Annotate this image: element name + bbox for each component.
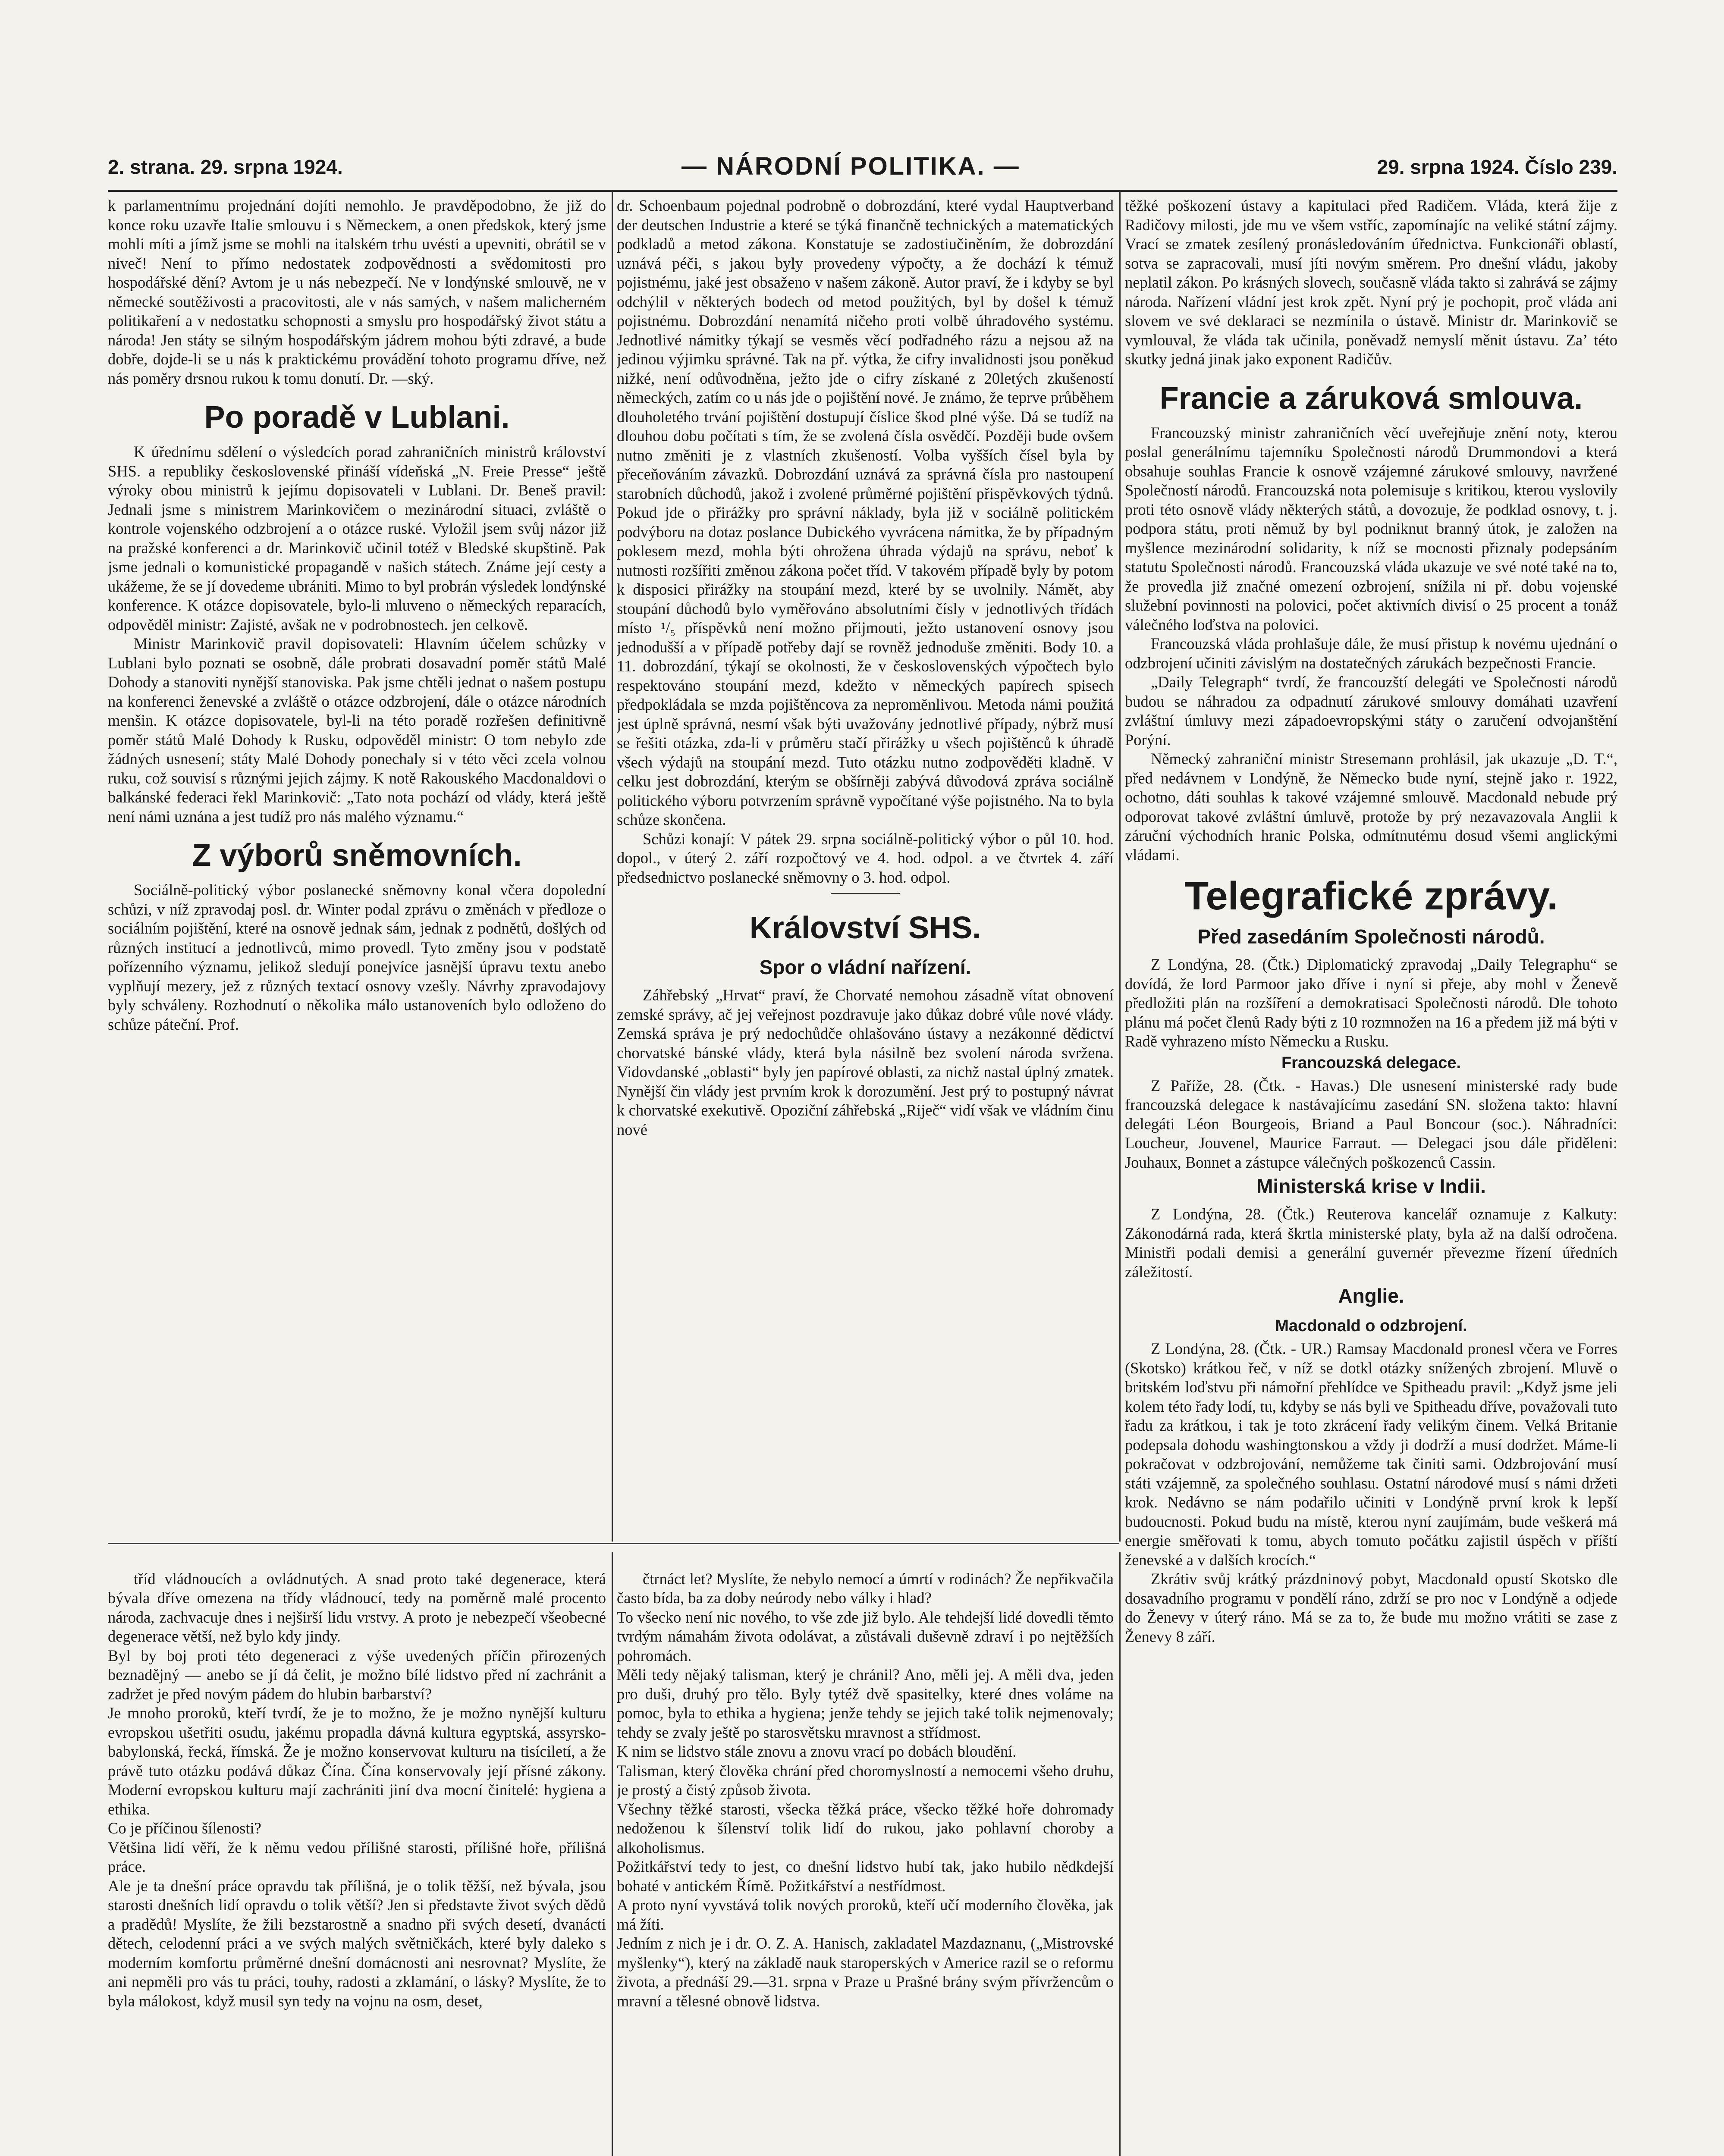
article-subheadline: Spor o vládní nařízení. [759, 956, 971, 978]
article-paragraph: Schůzi konají: V pátek 29. srpna sociálně-politický výbor o půl 10. hod. dopol., v úterý 2. září rozpočtový ve 4. hod. odpol. a ve čtvrtek 4. září předsednictvo poslanecké sněmovny o 3. hod. odpol. [617, 830, 1114, 886]
feuilleton-text: čtrnáct let? Myslíte, že nebylo nemocí a úmrtí v rodinách? Že nepřikvačila často bída, ba za doby neúrody nebo války i hlad? To všecko není nic nového, to vše zde již bylo. Ale tehdejší lidé dovedli těmto tvrdým námahám života odolávat, a zůstávali duševně zdraví i po nejtěžších pohromách. Měli tedy nějaký talisman, který je chránil? Ano, měli jej. A měli dva, jeden pro duši, druhý pro tělo. Byly tytéž dvě spasitelky, které dnes voláme na pomoc, byla to ethika a hygiena; jenže tehdy se jejich také tolik nejmenovaly; tehdy se zvaly ještě po starosvětsku mravnost a střídmost. K nim se lidstvo stále znovu a znovu vrací po dobách bloudění. Talisman, který člověka chrání před choromyslností a nemocemi všeho druhu, je prostý a čistý způsob života. Všechny těžké starosti, všecka těžká práce, všecko těžké hoře dohromady nedoženou k šílenství tolik lidí do rukou, jako pohlavní choroby a alkoholismus. Požitkářství tedy to jest, co dnešní lidstvo hubí tak, jako hubilo nědkdejší bohaté v antickém Římě. Požitkářství a nestřídmost. A proto nyní vyvstává tolik nových proroků, kteří učí moderního člověka, jak má žíti. Jedním z nich je i dr. O. Z. A. Hanisch, zakladatel Mazdaznanu, („Mistrovské myšlenky“), který na základě nauk staroperských v Americe razil se o reformu života, a přednáší 29.—31. srpna v Praze u Prašné brány svým přívržencům o mravní a tělesné obnově lidstva. [617, 1570, 1114, 2010]
article-headline: Po poradě v Lublani. [204, 400, 510, 435]
article-paragraph: „Daily Telegraph“ tvrdí, že francouzští delegáti ve Společnosti národů budou se náhradou za odpadnutí zárukové smlouvy domáhati uzavření zvláštní úmluvy mezi západoevropskými státy o zaručení odvojanštění Porýní. [1125, 673, 1617, 749]
article-continuation: těžké poškození ústavy a kapitulaci před Radičem. Vláda, která žije z Radičovy milosti, jde mu ve všem vstříc, zapomínajíc na veliké státní zájmy. Vrací se zmatek zesílený pronásledováním úřednictva. Funkcionáři oblastí, sotva se zapracovali, musí jíti novým směrem. Pro dnešní vládu, jakoby neplatil zákon. Po krásných slovech, současně vláda takto si zahrává se zájmy národa. Nařízení vládní jest krok zpět. Nyní prý je pochopit, proč vláda ani slovem ve své deklaraci se nezmínila o ústavě. Ministr dr. Marinkovič se vymlouval, že vláda tak učinila, poněvadž nemyslí měnit ústavu. Za’ této skutky jedná jinak jako exponent Radičův. [1125, 197, 1617, 368]
article-paragraph: Z Londýna, 28. (Čtk.) Diplomatický zpravodaj „Daily Telegraphu“ se dovídá, že lord Parmoor jako dříve i nyní si přeje, aby mohl v Ženevě předložiti plán na rozšíření a demokratisaci Společnosti národů. Dle tohoto plánu má počet členů Rady býti z 10 rozmnožen na 16 a předem již má býti v Radě vyhrazeno místo Německu a Rusku. [1125, 956, 1617, 1050]
article-paragraph: Sociálně-politický výbor poslanecké sněmovny konal včera dopolední schůzi, v níž zpravodaj posl. dr. Winter podal zprávu o změnách v předloze o sociálním pojištění, které na osnově jednak sám, jednak z podnětů, došlých od různých institucí a jednotlivců, mimo provedl. Tyto změny jsou v podstatě pořízenního významu, jelikož sledují ponejvíce jasnější úpravu textu anebo vyplňují mezery, jež z různých textací osnovy vzešly. Návrhy zpravodajovy byly schváleny. Rozhodnutí o několika málo ustanoveních bylo odloženo do schůze páteční. Prof. [108, 881, 606, 1033]
article-headline: Francie a záruková smlouva. [1159, 381, 1583, 416]
separator [831, 893, 900, 894]
article-subheadline: Francouzská delegace. [1281, 1053, 1461, 1072]
article-paragraph: Záhřebský „Hrvat“ praví, že Chorvaté nemohou zásadně vítat obnovení zemské správy, ač jej veřejnost pozdravuje jako důkaz dobré vůle nové vlády. Zemská správa je prý nedochůdče ohlašováno ústavy a nezákonné dědictví chorvatské bánské vlády, která byla násilně bez svolení národa svržena. Vidovdanské „oblasti“ byly jen papírové oblasti, za nichž nastal úplný zmatek. Nynější čin vlády jest prvním krok k dorozumění. Jest prý to postupný návrat k chorvatské exekutivě. Opoziční záhřebská „Riječ“ vidí však ve vládním činu nové [617, 986, 1114, 1138]
article-paragraph: Zkrátiv svůj krátký prázdninový pobyt, Macdonald opustí Skotsko dle dosavadního programu v pondělí ráno, zdrží se pro noc v Londýně a odjede do Ženevy v úterý ráno. Má se za to, že bude mu možno vrátiti se zase z Ženevy 8 září. [1125, 1570, 1617, 1645]
column-rule [1119, 1552, 1121, 2156]
feuilleton-column-2 [617, 1550, 1114, 2156]
header-issue-number: 29. srpna 1924. Číslo 239. [1377, 156, 1617, 178]
article-paragraph: Z Paříže, 28. (Čtk. - Havas.) Dle usnesení ministerské rady bude francouzská delegace k nastávajícímu zasedání SN. složena takto: hlavní delegáti Léon Bourgeois, Briand a Paul Boncour (soc.). Náhradníci: Loucheur, Jouvenel, Maurice Farraut. — Delegaci jsou dále přiděleni: Jouhaux, Bonnet a zástupce válečných poškozenců Cassin. [1125, 1076, 1617, 1171]
article-paragraph: Francouzská vláda prohlašuje dále, že musí přistup k novému ujednání o odzbrojení učiniti závislým na dostatečných zárukách bezpečnosti Francie. [1125, 635, 1617, 672]
article-headline: Z výborů sněmovních. [192, 838, 522, 873]
article-continuation: dr. Schoenbaum pojednal podrobně o dobrozdání, které vydal Hauptverband der deutschen Industrie a které se týká finančně technických a matematických podkladů a metod zákona. Konstatuje se zadostiučiněním, že dobrozdání uznává péči, s jakou byly provedeny výpočty, a že dochází k témuž pojistnému, jaké jest obsaženo v našem zákoně. Autor praví, že i kdyby se byl odchýlil v některých bodech od metod použitých, byl by došel k témuž pojistnému. Dobrozdání nenamítá ničeho proti volbě úhradového systému. Jednotlivé námitky týkají se vesměs věcí podřadného rázu a nejsou až na jedinou výjimku správné. Tak na př. výtka, že cifry invalidnosti jsou poněkud nižké, není odůvodněna, ježto jde o cifry získané z 20letých zkušeností německých, zatím co u nás jde o pojištění nové. Je známo, že teprve průběhem dlouholetého trvání pojištění dostupují číslice škod plné výše. Dá se tudíž na dlouhou dobu počítati s tím, že se zvolená čísla osvědčí. Později bude ovšem nutno změniti je z vlastních zkušeností. Volba vyšších čísel byla by přeceňováním závazků. Dobrozdání uznává za správná čísla pro nastoupení starobních důchodů, jakož i zvolené průměrné pojištění přispěvkových týdnů. Pokud jde o přirážky pro správní náklady, byla již v sociálně politickém podvýboru na dotaz poslance Dubického vyvrácena námitka, že by případným poklesem mezd, mohla býti ohrožena úhrada výdajů na správu, neboť k nutnosti rozšířiti změnou zákona počet tříd. V takovém případě byly by potom k disposici přirážky na stoupání mezd, které by se uvolnily. Námět, aby stoupání důchodů bylo vyměřováno absolutními čísly v jednotlivých třídách místo ¹/₅ příspěvků není možno přijmouti, ježto ustanovení osnovy jsou jednodušší a v případě potřeby dají se rovněž jednoduše změniti. Body 10. a 11. dobrozdání, týkají se okolnosti, že v československých výpočtech bylo respektováno stoupání mezd, kdežto v německých papírech spisech předpokládala se mzda pojištěncova za nepromĕnlivou. Metoda námi použitá jest úplně správná, nesmí však býti uvažovány jednotlivé případy, nýbrž musí se řešiti otázka, zda-li v průměru stačí přirážky u všech pojištěnců k úhradě všech výdajů na stoupání mezd. Tuto otázku nutno zodpověděti kladně. V celku jest dobrozdání, kterým se obšírněji zabývá důvodová zpráva sociálně politického výboru potvrzením správně vypočítané výše pojistného. Na to byla schůze skončena. [617, 197, 1114, 828]
article-headline: Ministerská krise v Indii. [1256, 1175, 1486, 1197]
feuilleton-text: tříd vládnoucích a ovládnutých. A snad proto také degenerace, která bývala dříve omezena na třídy vládnoucí, tedy na poměrně malé procento národa, zachvacuje dnes i nejširší lidu vrstvy. A proto je nebezpečí všeobecné degenerace větší, než bylo kdy jindy. Byl by boj proti této degeneraci z výše uvedených příčin přirozených beznadějný — anebo se jí dá čelit, je možno bílé lidstvo před ní zachránit a zadržet je před novým pádem do hlubin barbarství? Je mnoho proroků, kteří tvrdí, že je to možno, že je možno nynější kulturu evropskou ušetřiti osudu, jakému propadla dávná kultura egyptská, assyrsko-babylonská, řecká, římská. Že je možno konservovat kulturu na tisíciletí, a že právě tuto otázku podává důkaz Čína. Čína konservovaly její přísné zákony. Moderní evropskou kulturu mají zachrániti jiní dva mocní činitelé: hygiena a ethika. Co je příčinou šílenosti? Většina lidí věří, že k němu vedou přílišné starosti, přílišné hoře, přílišná práce. Ale je ta dnešní práce opravdu tak přílišná, je o tolik těžší, než bývala, jsou starosti dnešních lidí opravdu o tolik větší? Jen si představte život svých dědů a pradědů! Myslíte, že žili bezstarostně a snadno při svých desetí, dvanácti dětech, celodenní práci a ve svých malých světničkách, které byly daleko s moderním komfortu průměrné dnešní domácnosti ani nesrovnat? Myslíte, že ani nepměli pro vás tu práci, touhy, radosti a zklamání, o lásky? Myslíte, že to byla málokost, když musil syn tedy na vojnu na osm, deset, [108, 1570, 606, 2010]
column-rule [612, 192, 613, 1542]
article-paragraph: Ministr Marinkovič pravil dopisovateli: Hlavním účelem schůzky v Lublani bylo poznati se osobně, dále probrati dosavadní poměr států Malé Dohody a stanoviti nynější stanoviska. Pak jsme chtěli jednat o našem postupu na konferenci ženevské a zvláště o otázce odzbrojení, dále o otázce národních menšin. K otázce dopisovatele, byl-li na této poradě rozřešen definitivně poměr států Malé Dohody k Rusku, odpověděl ministr: O tom nebylo zde žádných usnesení; státy Malé Dohody ponechaly si v této věci zcela volnou ruku, což souvisí s různými jejich zájmy. K notě Rakouského Macdonaldovi o balkánské federaci řekl Marinkovič: „Tato nota pochází od vlády, která ještě není námi uznána a jest tudíž pro nás malého významu.“ [108, 635, 606, 825]
section-headline: Telegrafické zprávy. [1184, 874, 1558, 918]
column-2 [617, 196, 1114, 1541]
column-rule [1119, 192, 1121, 1542]
page-header [108, 152, 1617, 185]
article-continuation: k parlamentnímu projednání dojíti nemohlo. Je pravděpodobno, že již do konce roku uzavře Italie smlouvu i s Německem, a onen předskok, který jsme mohli míti a jímž jsme se mohli na italském trhu uvésti a upevniti, obrátil se v niveč! Není to přímo nedostatek zodpovědnosti a svědomitosti pro hospodářské dění? Avtom je u nás nebezpečí. Ne v londýnské smlouvě, ne v německé soutěživosti a pracovitosti, ale v nás samých, v našem malicherném politikaření a v nedostatku schopnosti a smyslu pro hospodářský život státu a národa! Jen státy se silným hospodářským jádrem mohou býti zdravé, a bude dobře, dojde-li se u nás k praktickému provádění tohoto programu dříve, než nás poměry drsnou rukou k tomu donutí. Dr. —ský. [108, 197, 606, 387]
column-rule [612, 1552, 613, 2156]
article-subheadline: Před zasedáním Společnosti národů. [1197, 925, 1545, 948]
article-paragraph: Německý zahraniční ministr Stresemann prohlásil, jak ukazuje „D. T.“, před nedávnem v Londýně, že Německo bude nyní, stejně jako r. 1922, ochotno, dáti souhlas k takové vzájemné smlouvě. Macdonald nebude prý odporovat takové zvláštní úmluvě, protože by prý nezavazovala Anglii k záruční východních hranic Polska, odmítnutému dosud všemi anglickými vládami. [1125, 750, 1617, 864]
header-date-left: 2. strana. 29. srpna 1924. [108, 156, 343, 178]
article-paragraph: Z Londýna, 28. (Čtk.) Reuterova kancelář oznamuje z Kalkuty: Zákonodárná rada, která škrtla ministerské platy, byla až na další odročena. Ministři podali demisi a generální guvernér převezme řízení úředních záležitostí. [1125, 1205, 1617, 1281]
article-subheadline: Macdonald o odzbrojení. [1275, 1317, 1467, 1335]
column-3 [1125, 196, 1617, 2156]
masthead-title: — NÁRODNÍ POLITIKA. — [681, 152, 1020, 180]
column-1 [108, 196, 606, 1541]
article-paragraph: K úřednímu sdělení o výsledcích porad zahraničních ministrů království SHS. a republiky československé přináší vídeňská „N. Freie Presse“ ještě výroky obou ministrů k jejímu dopisovateli v Lublani. Dr. Beneš pravil: Jednali jsme s ministrem Marinkovičem o mezinárodní situaci, zvláště o kontrole vojenského odzbrojení a o otázce ruské. Vyložil jsem svůj názor již na pražské konferenci a dr. Marinkovič učinil totéž v Bledské skupštině. Pak jsme jednali o komunistické propagandě v našich státech. Známe její cesty a ukážeme, že se jí dovedeme ubrániti. Mimo to byl probrán výsledek londýnské konference. K otázce dopisovatele, bylo-li mluveno o německých reparacích, odpověděl ministr: Zajisté, avšak ne v podrobnostech. jen celkově. [108, 443, 606, 633]
section-rule [108, 1543, 1119, 1544]
header-rule [108, 190, 1617, 192]
article-paragraph: Z Londýna, 28. (Čtk. - UR.) Ramsay Macdonald pronesl včera ve Forres (Skotsko) krátkou řeč, v níž se dotkl otázky snížených zbrojení. Mluvě o britském loďstvu při námořní přehlídce ve Spitheadu pravil: „Když jsme jeli kolem této řady lodí, tu, kdyby se nás byli ve Spitheadu dříve, považovali tuto řadu za krátkou, i tak je toto zkrácení řady velikým činem. Velká Britanie podepsala dohodu washingtonskou a vždy ji dodrží a musí dodržet. Máme-li pokračovat v odzbrojování, nemůžeme tak činiti sami. Odzbrojování musí státi vzájemně, za společného souhlasu. Ostatní národové musí s námi držeti krok. Nedávno se nám podařilo učiniti v Londýně první krok k lepší budoucnosti. Pokud budu na místě, kterou nyní zaujímám, bude veškerá má energie směřovati k tomu, abych tomuto počátku zajistil úspěch v příští ženevské a v dalších krocích.“ [1125, 1340, 1617, 1569]
feuilleton-column-1 [108, 1550, 606, 2156]
article-headline: Království SHS. [749, 911, 981, 945]
article-paragraph: Francouzský ministr zahraničních věcí uveřejňuje znění noty, kterou poslal generálnímu tajemníku Společnosti národů Drummondovi a která obsahuje souhlas Francie k osnově vzájemné zárukové smlouvy, navržené Společností národů. Francouzská nota polemisuje s kritikou, kterou vyslovily proti této osnově vlády některých států, a dovozuje, že podklad osnovy, t. j. podpora státu, proti němuž by byl podniknut branný útok, je založen na myšlence mezinárodní solidarity, k níž se mocnosti přiznaly podepsáním statutu Společnosti národů. Francouzská vláda ukazuje ve své noté také na to, že provedla již značné omezení ozbrojení, snížila ni př. dobu vojenské služební povinnosti na polovici, počet aktivních divisí o 25 procent a tonáž válečného loďstva na polovici. [1125, 423, 1617, 633]
article-headline: Anglie. [1338, 1285, 1404, 1307]
